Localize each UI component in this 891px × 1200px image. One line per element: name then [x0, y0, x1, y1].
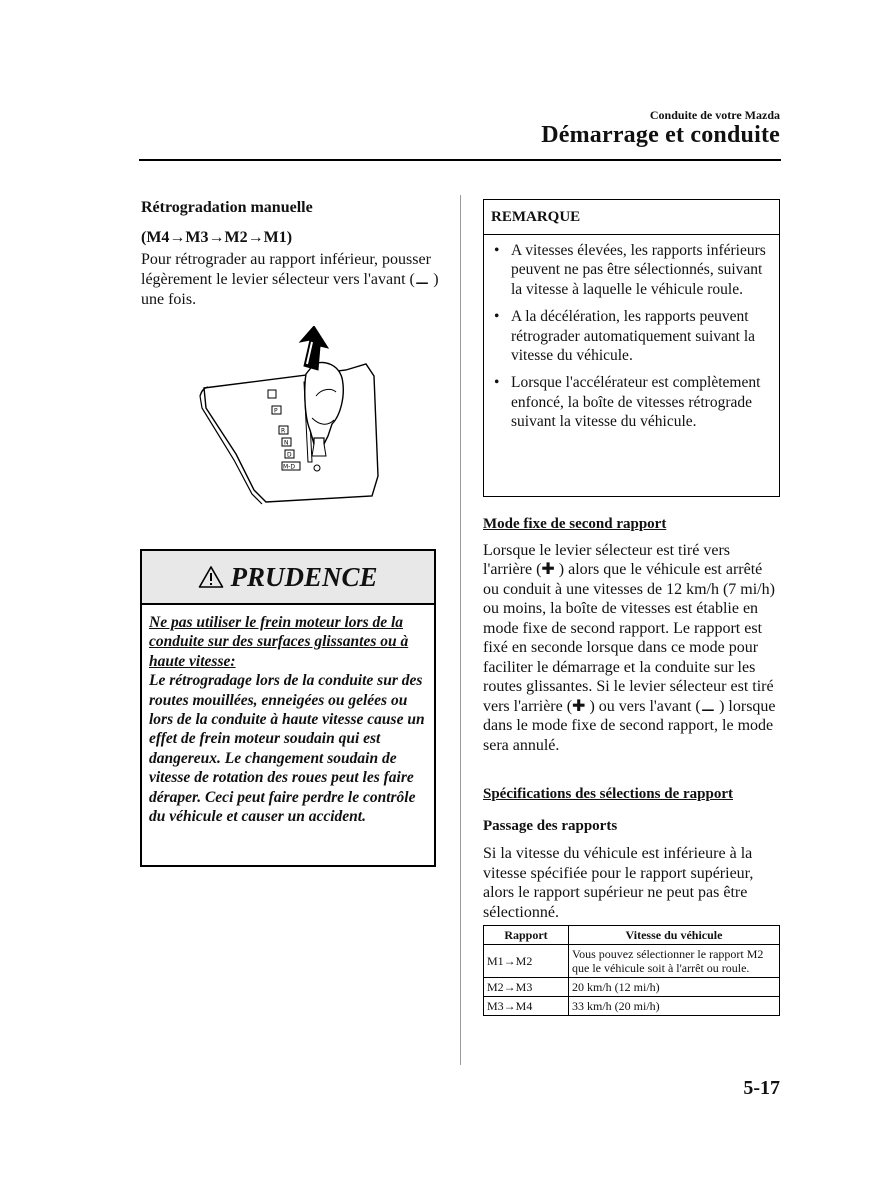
shift-lever-illustration [196, 326, 382, 506]
note-title: REMARQUE [484, 200, 779, 235]
specs-section [483, 785, 781, 922]
note-box [483, 199, 780, 497]
table-row [484, 945, 780, 978]
console-shape [204, 364, 378, 502]
note-item: • A la décélération, les rapports peuvent rétrograder automatiquement suivant la vitesse du véhicule. [492, 307, 773, 365]
table-cell-gear: M1→M2 [484, 945, 569, 978]
column-divider [460, 195, 461, 1065]
caution-title: PRUDENCE [230, 561, 378, 592]
specs-subheading: Passage des rapports [483, 817, 618, 834]
table-row [484, 997, 780, 1016]
second-gear-heading: Mode fixe de second rapport [483, 516, 667, 532]
table-cell-gear: M2→M3 [484, 978, 569, 997]
caution-underlined-text: Ne pas utiliser le frein moteur lors de la conduite sur des surfaces glissantes ou à haute vitesse: [149, 614, 409, 670]
note-item: • A vitesses élevées, les rapports inférieurs peuvent ne pas être sélectionnés, suivant la vitesse à laquelle le véhicule roule. [492, 241, 773, 299]
table-cell-speed: 33 km/h (20 mi/h) [569, 997, 780, 1016]
caution-box [140, 549, 436, 867]
downshift-section [141, 198, 439, 310]
shift-speed-table [483, 925, 780, 1016]
specs-body: Si la vitesse du véhicule est inférieure à la vitesse spécifiée pour le rapport supérieur, alors le rapport supérieur ne peut pas être sélectionné. [483, 845, 754, 921]
downshift-heading: Rétrogradation manuelle [141, 199, 313, 216]
gear-label-p: P [274, 407, 278, 415]
downshift-body: Pour rétrograder au rapport inférieur, pousser légèrement le levier sélecteur vers l'avant (⚊ ) une fois. [141, 251, 439, 308]
gear-label-d: D [287, 451, 292, 459]
caution-body [142, 605, 434, 826]
page-number: 5-17 [743, 1077, 780, 1099]
table-header-row [484, 926, 780, 945]
table-cell-speed: Vous pouvez sélectionner le rapport M2 que le véhicule soit à l'arrêt ou roule. [569, 945, 780, 978]
caution-header [142, 551, 434, 605]
gear-label-r: R [281, 427, 286, 435]
table-cell-speed: 20 km/h (12 mi/h) [569, 978, 780, 997]
caution-text: Le rétrogradage lors de la conduite sur des routes mouillées, enneigées ou gelées ou lors de la conduite à haute vitesse cause un effet de frein moteur soudain qui est dangereux. Le changement soudain de vitesse de rotation des roues peut les faire déraper. Ceci peut faire perdre le contrôle du véhicule et causer un accident. [149, 672, 425, 826]
table-header-speed: Vitesse du véhicule [569, 926, 780, 945]
table-row [484, 978, 780, 997]
gear-label-n: N [284, 439, 289, 447]
downshift-subheading: (M4→M3→M2→M1) [141, 229, 293, 246]
second-gear-section [483, 515, 781, 755]
second-gear-body: Lorsque le levier sélecteur est tiré vers l'arrière (✚ ) alors que le véhicule est arrêté ou conduit à une vitesses de 12 km/h (7 mi/h) ou moins, la boîte de vitesses est établie en mode fixe de second rapport. Le rapport est fixé en seconde lorsque dans ce mode pour faciliter le démarrage et la conduite sur les routes glissantes. Si le levier sélecteur est tiré vers l'arrière (✚ ) ou vers l'avant (⚊ ) lorsque dans le mode fixe de second rapport, le mode sera annulé. [483, 541, 776, 754]
note-item: • Lorsque l'accélérateur est complètement enfoncé, la boîte de vitesses rétrograde suivant la vitesse du véhicule. [492, 373, 773, 431]
gear-label-md: M-D [283, 463, 295, 471]
table-cell-gear: M3→M4 [484, 997, 569, 1016]
section-label: Conduite de votre Mazda [649, 108, 780, 122]
note-list [484, 235, 779, 432]
table-header-gear: Rapport [484, 926, 569, 945]
specs-heading: Spécifications des sélections de rapport [483, 786, 733, 802]
chapter-title: Démarrage et conduite [541, 122, 780, 148]
warning-triangle-icon [198, 565, 224, 589]
header-rule [139, 159, 781, 161]
